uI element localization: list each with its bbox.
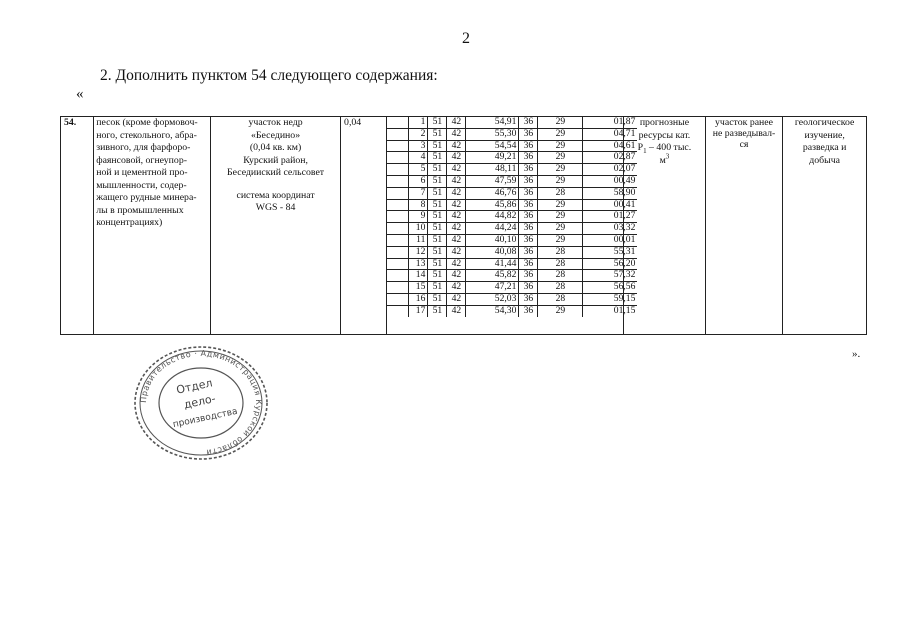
purpose-line: добыча [809,154,841,166]
resources-amount: – 400 тыс. [646,142,692,153]
lon-seconds: 58,90 [583,187,638,199]
lat-seconds: 44,82 [466,211,519,223]
lon-seconds: 01,15 [613,305,636,316]
lon-seconds: 02,87 [583,152,638,164]
point-number: 17 [409,305,428,316]
licensing-table [60,116,867,335]
lon-seconds: 00,01 [583,234,638,246]
lon-degrees: 36 [519,246,538,258]
lat-minutes: 42 [447,293,466,305]
lat-seconds: 55,30 [466,128,519,140]
lat-seconds: 41,44 [466,258,519,270]
lon-minutes: 29 [538,211,583,223]
lon-degrees: 36 [519,293,538,305]
coordinate-spacer [387,246,409,258]
lon-minutes: 28 [538,282,583,294]
point-number: 5 [409,164,428,176]
lon-minutes: 29 [538,175,583,187]
lon-degrees: 36 [519,211,538,223]
lon-degrees: 36 [519,152,538,164]
table-row [61,117,867,335]
lat-minutes: 42 [447,258,466,270]
lon-degrees: 36 [519,223,538,235]
lat-degrees: 51 [428,199,447,211]
lon-degrees: 36 [519,199,538,211]
mineral-line: песок (кроме формовоч- [96,117,198,128]
lon-degrees: 36 [519,128,538,140]
lon-seconds: 01,27 [583,211,638,223]
lon-seconds: 01,87 [583,117,638,128]
lat-degrees: 51 [428,246,447,258]
point-number: 14 [409,270,428,282]
lat-minutes: 42 [447,282,466,294]
coordinate-spacer [387,211,409,223]
coordinate-spacer [387,282,409,294]
lat-minutes: 42 [447,140,466,152]
lat-minutes: 42 [447,117,466,128]
mineral-line: мышленности, содер- [96,179,187,191]
lon-degrees: 36 [519,164,538,176]
lon-degrees: 36 [519,175,538,187]
resources-category-letter: Р [637,142,644,153]
purpose-line: разведка и [802,142,847,153]
lat-seconds: 40,08 [466,246,519,258]
coordinate-row [387,140,637,152]
point-number: 2 [409,128,428,140]
point-number: 15 [409,282,428,294]
lon-degrees: 36 [519,140,538,152]
lat-seconds: 47,59 [466,175,519,187]
point-number: 3 [409,140,428,152]
lon-minutes: 28 [538,293,583,305]
lon-seconds: 04,71 [583,128,638,140]
stamp-line: производства [172,406,239,431]
lat-minutes: 42 [447,175,466,187]
point-number: 7 [409,187,428,199]
site-council: Беседииский сельсовет [227,167,325,178]
point-number: 8 [409,199,428,211]
lat-minutes: 42 [447,187,466,199]
coordinate-row [387,305,637,316]
lon-seconds: 56,56 [583,282,638,294]
lat-seconds: 48,11 [466,164,519,176]
lat-minutes: 42 [447,223,466,235]
lat-minutes: 42 [447,152,466,164]
coordinate-row [387,258,637,270]
area-value: 0,04 [341,117,387,335]
site-district: Курский район, [243,154,308,166]
coordinate-row [387,117,637,128]
lat-seconds: 47,21 [466,282,519,294]
coordinate-spacer [387,293,409,305]
point-number: 16 [409,293,428,305]
mineral-line: ного, стекольного, абра- [96,129,197,141]
lat-seconds: 44,24 [466,223,519,235]
lon-minutes: 29 [538,164,583,176]
lon-degrees: 36 [519,305,538,316]
mineral-line: лы в промышленных [96,204,184,216]
lat-minutes: 42 [447,164,466,176]
coordinate-system: WGS - 84 [255,202,296,213]
lat-minutes: 42 [447,246,466,258]
stamp-ring-text: Правительство · Администрация Курской области [138,348,264,457]
purpose-cell [783,117,867,335]
coordinates-cell [387,117,636,335]
mineral-line: ной и цементной про- [96,167,188,178]
coordinate-spacer [387,270,409,282]
stamp-line: Отдел [175,376,214,397]
opening-quote: « [76,86,84,102]
lon-seconds: 00,49 [583,175,638,187]
lat-seconds: 54,54 [466,140,519,152]
lat-seconds: 52,03 [466,293,519,305]
lat-degrees: 51 [428,175,447,187]
exploration-line: ся [739,139,749,150]
lat-degrees: 51 [428,164,447,176]
point-number: 11 [409,234,428,246]
lon-degrees: 36 [519,270,538,282]
lon-degrees: 36 [519,234,538,246]
purpose-line: геологическое [794,117,855,128]
lat-degrees: 51 [428,211,447,223]
lat-degrees: 51 [428,117,447,128]
coordinate-spacer [387,223,409,235]
lat-seconds: 45,86 [466,199,519,211]
lon-seconds: 04,61 [583,140,638,152]
coordinates-table [387,117,637,317]
coordinate-row [387,164,637,176]
coordinate-spacer [387,305,409,316]
point-number: 12 [409,246,428,258]
point-number: 13 [409,258,428,270]
lat-degrees: 51 [428,128,447,140]
office-stamp [130,343,272,463]
lat-degrees: 51 [428,140,447,152]
lon-minutes: 28 [538,270,583,282]
lat-degrees: 51 [428,293,447,305]
stamp-line: дело- [182,392,217,412]
mineral-line: жащего рудные минера- [96,192,197,203]
coordinate-row [387,293,637,305]
exploration-line: участок ранее [715,117,773,128]
lat-degrees: 51 [428,305,447,316]
lon-seconds: 55,31 [583,246,638,258]
exploration-line: не разведывал- [712,128,776,139]
lon-degrees: 36 [519,187,538,199]
resources-category [626,142,703,155]
lon-minutes: 29 [538,199,583,211]
coordinate-spacer [387,199,409,211]
site-description [211,117,341,335]
lon-minutes: 29 [538,152,583,164]
coordinate-spacer [387,234,409,246]
lat-minutes: 42 [447,211,466,223]
lat-seconds: 46,76 [466,187,519,199]
lon-seconds: 00,41 [583,199,638,211]
lon-minutes: 28 [538,258,583,270]
lat-seconds: 54,91 [466,117,519,128]
lat-seconds: 45,82 [466,270,519,282]
lat-seconds: 49,21 [466,152,519,164]
lon-minutes: 29 [538,234,583,246]
lon-minutes: 29 [538,140,583,152]
coordinate-spacer [387,128,409,140]
coordinate-spacer [387,175,409,187]
point-number: 1 [409,117,428,128]
resources-cell [624,117,706,335]
exploration-cell [705,117,783,335]
point-number: 4 [409,152,428,164]
lon-seconds: 03,32 [583,223,638,235]
coordinate-row [387,175,637,187]
point-number: 6 [409,175,428,187]
lat-seconds: 54,30 [466,305,519,316]
lat-minutes: 42 [447,199,466,211]
resources-unit [626,152,703,168]
lon-minutes: 28 [538,187,583,199]
lat-degrees: 51 [428,258,447,270]
coordinate-spacer [387,152,409,164]
site-name: «Бесединo» [251,129,301,141]
lon-degrees: 36 [519,117,538,128]
lat-degrees: 51 [428,282,447,294]
resources-unit-power: 3 [665,152,670,161]
coordinate-spacer [387,164,409,176]
lat-seconds: 40,10 [466,234,519,246]
lat-minutes: 42 [447,270,466,282]
mineral-line: зивного, для фарфоро- [96,142,191,153]
lat-minutes: 42 [447,128,466,140]
lon-minutes: 29 [538,128,583,140]
resources-line: ресурсы кат. [638,129,691,141]
page-number: 2 [462,30,470,47]
resources-category-index: 1 [643,146,647,155]
lat-minutes: 42 [447,234,466,246]
coordinate-row [387,270,637,282]
lon-seconds: 56,20 [583,258,638,270]
lon-seconds: 57,32 [583,270,638,282]
lat-degrees: 51 [428,223,447,235]
closing-quote: ». [852,348,861,360]
coordinate-spacer [387,117,409,128]
coordinate-row [387,199,637,211]
coordinate-spacer [387,258,409,270]
lon-degrees: 36 [519,258,538,270]
coordinate-row [387,211,637,223]
coordinate-row [387,152,637,164]
lat-degrees: 51 [428,187,447,199]
lat-degrees: 51 [428,270,447,282]
lat-degrees: 51 [428,152,447,164]
site-area: (0,04 кв. км) [249,142,302,153]
lon-seconds: 02,07 [583,164,638,176]
coordinate-row [387,128,637,140]
coordinate-spacer [387,187,409,199]
amendment-heading: 2. Дополнить пунктом 54 следующего содержания: [100,67,438,84]
entry-number: 54. [61,117,94,335]
lon-minutes: 29 [538,117,583,128]
coordinate-row [387,246,637,258]
lon-minutes: 29 [538,305,583,316]
resources-line: прогнозные [639,117,690,128]
coordinate-system-label: система координат [236,189,315,201]
mineral-line: фаянсовой, огнеупор- [96,154,187,166]
coordinate-row [387,234,637,246]
purpose-line: изучение, [804,129,845,141]
coordinate-row [387,187,637,199]
mineral-description [94,117,211,335]
resources-unit-base: м [659,154,666,166]
lat-minutes: 42 [447,305,466,316]
lon-degrees: 36 [519,282,538,294]
lon-seconds: 59,15 [583,293,638,305]
coordinate-row [387,282,637,294]
lon-minutes: 28 [538,246,583,258]
lat-degrees: 51 [428,234,447,246]
coordinate-spacer [387,140,409,152]
point-number: 9 [409,211,428,223]
coordinate-row [387,223,637,235]
site-line: участок недр [248,117,303,128]
mineral-line: концентрациях) [96,217,163,228]
point-number: 10 [409,223,428,235]
lon-minutes: 29 [538,223,583,235]
